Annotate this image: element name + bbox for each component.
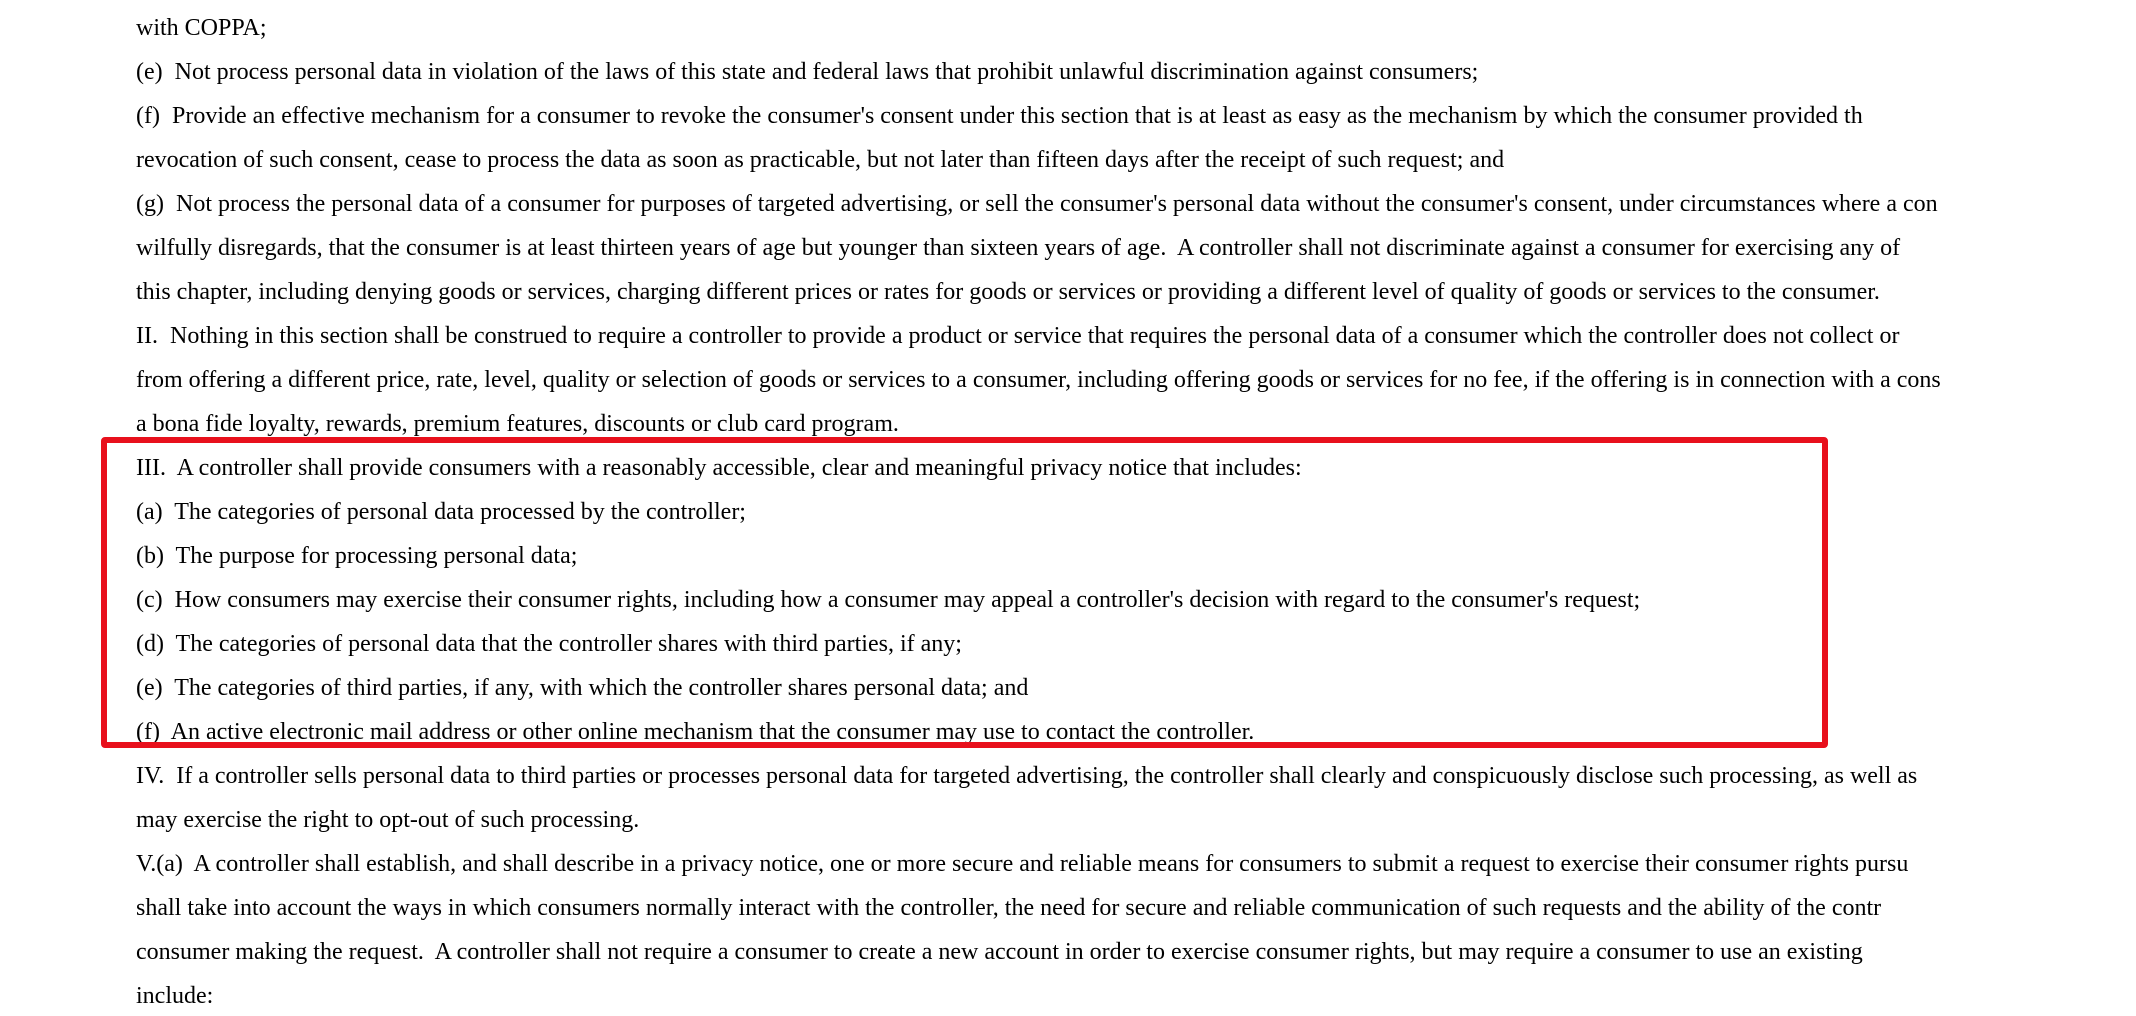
text-line: include: (136, 983, 214, 1009)
text-line: V.(a) A controller shall establish, and shall describe in a privacy notice, one or more secure and reliable means for consumers to submit a request to exercise their consumer rights pursu (136, 851, 1909, 877)
text-line: (g) Not process the personal data of a consumer for purposes of targeted advertising, or sell the consumer's personal data without the consumer's consent, under circumstances where a con (136, 191, 1938, 217)
text-line: may exercise the right to opt-out of such processing. (136, 807, 640, 833)
text-line: (e) Not process personal data in violation of the laws of this state and federal laws that prohibit unlawful discrimination against consumers; (136, 59, 1479, 85)
text-line: wilfully disregards, that the consumer is at least thirteen years of age but younger than sixteen years of age. A controller shall not discriminate against a consumer for exercising any of (136, 235, 1901, 261)
text-line: with COPPA; (136, 15, 267, 41)
highlighted-text-line: (e) The categories of third parties, if any, with which the controller shares personal data; and (136, 675, 1029, 701)
text-line: this chapter, including denying goods or services, charging different prices or rates for goods or services or providing a different level of quality of goods or services to the consumer. (136, 279, 1880, 305)
highlight-box (101, 437, 1828, 748)
highlighted-text-line: (f) An active electronic mail address or other online mechanism that the consumer may use to contact the controller. (136, 719, 1255, 745)
highlighted-text-line: (c) How consumers may exercise their consumer rights, including how a consumer may appeal a controller's decision with regard to the consumer's request; (136, 587, 1641, 613)
text-line: (f) Provide an effective mechanism for a consumer to revoke the consumer's consent under this section that is at least as easy as the mechanism by which the consumer provided th (136, 103, 1863, 129)
highlighted-text-line: (b) The purpose for processing personal data; (136, 543, 578, 569)
highlighted-text-line: III. A controller shall provide consumers with a reasonably accessible, clear and meaningful privacy notice that includes: (136, 455, 1302, 481)
text-line: IV. If a controller sells personal data to third parties or processes personal data for targeted advertising, the controller shall clearly and conspicuously disclose such processing, as well as (136, 763, 1918, 789)
text-line: consumer making the request. A controller shall not require a consumer to create a new account in order to exercise consumer rights, but may require a consumer to use an existing (136, 939, 1863, 965)
highlighted-text-line: (a) The categories of personal data processed by the controller; (136, 499, 746, 525)
text-line: II. Nothing in this section shall be construed to require a controller to provide a product or service that requires the personal data of a consumer which the controller does not collect or (136, 323, 1900, 349)
text-line: revocation of such consent, cease to process the data as soon as practicable, but not later than fifteen days after the receipt of such request; and (136, 147, 1505, 173)
text-line: a bona fide loyalty, rewards, premium features, discounts or club card program. (136, 411, 899, 437)
highlighted-text-line: (d) The categories of personal data that the controller shares with third parties, if any; (136, 631, 962, 657)
text-line: from offering a different price, rate, level, quality or selection of goods or services to a consumer, including offering goods or services for no fee, if the offering is in connection with a cons (136, 367, 1941, 393)
text-line: shall take into account the ways in which consumers normally interact with the controller, the need for secure and reliable communication of such requests and the ability of the contr (136, 895, 1882, 921)
